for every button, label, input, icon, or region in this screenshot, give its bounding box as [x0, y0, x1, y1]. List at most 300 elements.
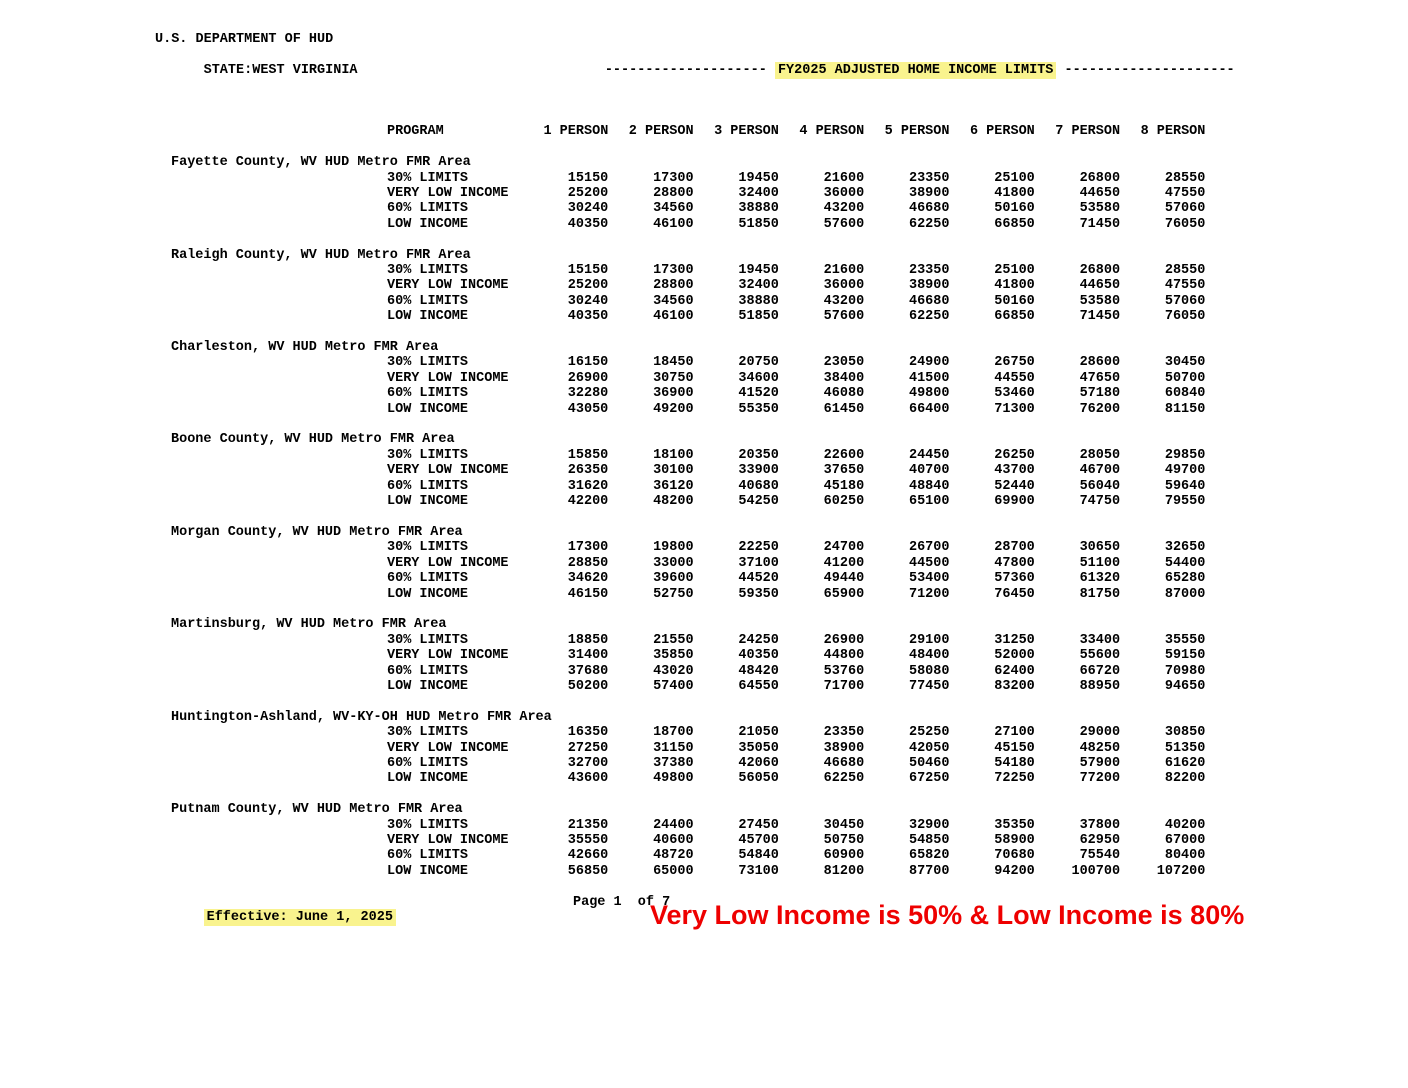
income-value: 20350 [738, 447, 779, 463]
income-value: 25100 [994, 263, 1035, 279]
income-value: 28800 [653, 186, 694, 202]
income-value: 60900 [823, 848, 865, 864]
income-row [155, 818, 1265, 833]
income-value: 37650 [823, 463, 865, 479]
income-value: 55350 [738, 401, 779, 417]
income-value: 42060 [738, 755, 779, 771]
row-label: 30% LIMITS [387, 632, 469, 648]
income-value: 59350 [738, 586, 779, 602]
row-label: LOW INCOME [387, 216, 469, 232]
row-label: 60% LIMITS [387, 478, 469, 494]
income-row [155, 371, 1265, 386]
income-value: 26350 [567, 463, 609, 479]
row-label: 30% LIMITS [387, 817, 469, 833]
income-value: 32280 [567, 386, 609, 402]
income-value: 71450 [1079, 309, 1121, 325]
income-value: 27100 [994, 725, 1035, 741]
income-value: 21600 [823, 170, 865, 186]
row-label: VERY LOW INCOME [387, 463, 509, 479]
income-value: 57180 [1079, 386, 1121, 402]
income-value: 48840 [908, 478, 950, 494]
income-value: 54850 [908, 832, 950, 848]
area-title: Boone County, WV HUD Metro FMR Area [171, 432, 455, 448]
area-section [155, 340, 1265, 417]
income-value: 47650 [1079, 370, 1121, 386]
income-value: 65000 [653, 863, 694, 879]
person-column-label-8: 8 PERSON [1140, 124, 1206, 140]
income-row [155, 633, 1265, 648]
income-row [155, 494, 1265, 509]
income-row [155, 278, 1265, 293]
income-value: 56850 [567, 863, 609, 879]
row-label: VERY LOW INCOME [387, 648, 509, 664]
income-value: 25200 [567, 278, 609, 294]
income-value: 46100 [653, 309, 694, 325]
income-value: 70980 [1164, 663, 1206, 679]
income-value: 59150 [1164, 648, 1206, 664]
income-value: 43700 [994, 463, 1035, 479]
income-value: 29100 [908, 632, 950, 648]
income-value: 62250 [908, 309, 950, 325]
row-label: LOW INCOME [387, 401, 469, 417]
income-value: 62250 [908, 216, 950, 232]
income-value: 17300 [653, 170, 694, 186]
row-label: LOW INCOME [387, 586, 469, 602]
income-value: 72250 [994, 771, 1035, 787]
income-value: 50700 [1164, 370, 1206, 386]
income-value: 26800 [1079, 263, 1121, 279]
row-label: 30% LIMITS [387, 170, 469, 186]
income-value: 42050 [908, 740, 950, 756]
program-column-label: PROGRAM [387, 124, 444, 140]
income-value: 59640 [1164, 478, 1206, 494]
annotation-note: Very Low Income is 50% & Low Income is 80% [650, 900, 1245, 930]
income-value: 40350 [738, 648, 779, 664]
income-value: 50160 [994, 201, 1035, 217]
area-section [155, 432, 1265, 509]
row-label: VERY LOW INCOME [387, 370, 509, 386]
income-value: 74750 [1079, 494, 1121, 510]
income-value: 87000 [1164, 586, 1206, 602]
income-value: 35550 [567, 832, 609, 848]
area-title: Raleigh County, WV HUD Metro FMR Area [171, 247, 471, 263]
income-value: 34560 [653, 293, 694, 309]
income-value: 28800 [653, 278, 694, 294]
area-section [155, 155, 1265, 232]
area-section [155, 617, 1265, 694]
income-value: 76450 [994, 586, 1035, 602]
income-value: 61320 [1079, 571, 1121, 587]
income-value: 44800 [823, 648, 865, 664]
area-section [155, 248, 1265, 325]
income-value: 57060 [1164, 293, 1206, 309]
income-value: 38900 [823, 740, 865, 756]
income-value: 67000 [1164, 832, 1206, 848]
income-value: 37680 [567, 663, 609, 679]
income-value: 27450 [738, 817, 779, 833]
income-value: 32400 [738, 186, 779, 202]
income-row [155, 648, 1265, 663]
row-label: 60% LIMITS [387, 201, 469, 217]
income-value: 61620 [1164, 755, 1206, 771]
income-value: 26250 [994, 447, 1035, 463]
income-value: 34620 [567, 571, 609, 587]
income-value: 50200 [567, 678, 609, 694]
person-column-label-6: 6 PERSON [969, 124, 1035, 140]
income-value: 45180 [823, 478, 865, 494]
income-value: 38900 [908, 278, 950, 294]
income-value: 21050 [738, 725, 779, 741]
income-row [155, 587, 1265, 602]
income-value: 41200 [823, 555, 865, 571]
income-value: 36900 [653, 386, 694, 402]
income-value: 57900 [1079, 755, 1121, 771]
income-value: 81750 [1079, 586, 1121, 602]
income-value: 76050 [1164, 216, 1206, 232]
income-value: 38880 [738, 201, 779, 217]
income-value: 24250 [738, 632, 779, 648]
income-value: 51350 [1164, 740, 1206, 756]
income-value: 30850 [1164, 725, 1206, 741]
income-value: 62400 [994, 663, 1035, 679]
row-label: LOW INCOME [387, 863, 469, 879]
income-value: 81150 [1164, 401, 1206, 417]
income-row [155, 309, 1265, 324]
income-value: 40700 [908, 463, 950, 479]
income-value: 31250 [994, 632, 1035, 648]
income-value: 69900 [994, 494, 1035, 510]
income-value: 65820 [908, 848, 950, 864]
row-label: LOW INCOME [387, 309, 469, 325]
income-value: 58900 [994, 832, 1035, 848]
income-value: 100700 [1071, 863, 1121, 879]
income-value: 21550 [653, 632, 694, 648]
income-value: 17300 [653, 263, 694, 279]
income-value: 53400 [908, 571, 950, 587]
income-value: 87700 [908, 863, 950, 879]
income-value: 28700 [994, 540, 1035, 556]
income-value: 43600 [567, 771, 609, 787]
income-value: 33900 [738, 463, 779, 479]
income-value: 71700 [823, 678, 865, 694]
income-row [155, 725, 1265, 740]
income-value: 70680 [994, 848, 1035, 864]
income-value: 30240 [567, 293, 609, 309]
income-value: 46680 [908, 201, 950, 217]
income-value: 71200 [908, 586, 950, 602]
income-row [155, 771, 1265, 786]
spacer [155, 140, 1265, 155]
income-value: 51850 [738, 216, 779, 232]
row-label: 30% LIMITS [387, 725, 469, 741]
income-row [155, 479, 1265, 494]
income-value: 41520 [738, 386, 779, 402]
income-value: 57360 [994, 571, 1035, 587]
row-label: VERY LOW INCOME [387, 832, 509, 848]
income-value: 15150 [567, 263, 609, 279]
person-column-label-2: 2 PERSON [628, 124, 694, 140]
income-value: 65100 [908, 494, 950, 510]
income-value: 40600 [653, 832, 694, 848]
income-value: 23350 [908, 263, 950, 279]
area-title: Huntington-Ashland, WV-KY-OH HUD Metro FMR Area [171, 709, 552, 725]
income-value: 24450 [908, 447, 950, 463]
income-value: 31150 [653, 740, 694, 756]
income-value: 25100 [994, 170, 1035, 186]
income-value: 65900 [823, 586, 865, 602]
income-value: 54180 [994, 755, 1035, 771]
income-value: 26750 [994, 355, 1035, 371]
income-value: 53760 [823, 663, 865, 679]
income-value: 71300 [994, 401, 1035, 417]
income-value: 47550 [1164, 186, 1206, 202]
income-row [155, 186, 1265, 201]
income-row [155, 355, 1265, 370]
income-value: 53580 [1079, 293, 1121, 309]
income-value: 82200 [1164, 771, 1206, 787]
income-value: 45700 [738, 832, 779, 848]
income-value: 61450 [823, 401, 865, 417]
document-content [155, 32, 1265, 956]
income-value: 52440 [994, 478, 1035, 494]
income-value: 60250 [823, 494, 865, 510]
income-value: 49700 [1164, 463, 1206, 479]
area-section [155, 525, 1265, 602]
title-dashes-right: --------------------- [1064, 62, 1235, 78]
row-label: 30% LIMITS [387, 447, 469, 463]
row-label: 60% LIMITS [387, 663, 469, 679]
income-value: 24700 [823, 540, 865, 556]
income-value: 30100 [653, 463, 694, 479]
income-value: 54400 [1164, 555, 1206, 571]
page-number: Page 1 of 7 [573, 894, 671, 910]
income-value: 49800 [908, 386, 950, 402]
income-value: 52750 [653, 586, 694, 602]
area-title: Fayette County, WV HUD Metro FMR Area [171, 155, 471, 171]
income-value: 37380 [653, 755, 694, 771]
state-title-line [155, 47, 1265, 109]
income-value: 73100 [738, 863, 779, 879]
income-row [155, 386, 1265, 401]
income-value: 66720 [1079, 663, 1121, 679]
row-label: 30% LIMITS [387, 355, 469, 371]
income-row [155, 402, 1265, 417]
income-value: 34560 [653, 201, 694, 217]
income-value: 39600 [653, 571, 694, 587]
income-value: 24400 [653, 817, 694, 833]
income-value: 16350 [567, 725, 609, 741]
income-value: 28550 [1164, 263, 1206, 279]
income-value: 48720 [653, 848, 694, 864]
income-row [155, 571, 1265, 586]
income-row [155, 679, 1265, 694]
income-value: 65280 [1164, 571, 1206, 587]
person-column-label-7: 7 PERSON [1055, 124, 1121, 140]
income-value: 40350 [567, 216, 609, 232]
income-row [155, 864, 1265, 879]
income-value: 62250 [823, 771, 865, 787]
row-label: LOW INCOME [387, 494, 469, 510]
income-value: 26700 [908, 540, 950, 556]
income-value: 28550 [1164, 170, 1206, 186]
income-value: 37800 [1079, 817, 1121, 833]
spacer [155, 109, 1265, 124]
income-row [155, 664, 1265, 679]
income-value: 15850 [567, 447, 609, 463]
income-value: 22250 [738, 540, 779, 556]
income-value: 58080 [908, 663, 950, 679]
income-row [155, 171, 1265, 186]
income-value: 32400 [738, 278, 779, 294]
income-value: 44650 [1079, 278, 1121, 294]
income-value: 40680 [738, 478, 779, 494]
income-value: 30650 [1079, 540, 1121, 556]
income-value: 28850 [567, 555, 609, 571]
income-value: 23050 [823, 355, 865, 371]
income-value: 18100 [653, 447, 694, 463]
income-value: 107200 [1156, 863, 1206, 879]
income-value: 56050 [738, 771, 779, 787]
income-value: 48420 [738, 663, 779, 679]
income-value: 46150 [567, 586, 609, 602]
income-value: 45150 [994, 740, 1035, 756]
income-value: 56040 [1079, 478, 1121, 494]
column-header-row [155, 124, 1265, 139]
income-row [155, 463, 1265, 478]
income-value: 36000 [823, 278, 865, 294]
income-value: 21350 [567, 817, 609, 833]
income-value: 17300 [567, 540, 609, 556]
person-column-label-4: 4 PERSON [799, 124, 865, 140]
income-value: 43200 [823, 201, 865, 217]
income-value: 32900 [908, 817, 950, 833]
state-label: STATE:WEST VIRGINIA [203, 62, 358, 78]
row-label: VERY LOW INCOME [387, 186, 509, 202]
income-value: 76050 [1164, 309, 1206, 325]
income-value: 35850 [653, 648, 694, 664]
income-value: 36000 [823, 186, 865, 202]
row-label: LOW INCOME [387, 771, 469, 787]
income-value: 40200 [1164, 817, 1206, 833]
income-value: 81200 [823, 863, 865, 879]
income-row [155, 448, 1265, 463]
income-value: 66400 [908, 401, 950, 417]
income-value: 32650 [1164, 540, 1206, 556]
income-value: 18850 [567, 632, 609, 648]
income-value: 26900 [567, 370, 609, 386]
income-value: 33000 [653, 555, 694, 571]
income-value: 48200 [653, 494, 694, 510]
income-value: 88950 [1079, 678, 1121, 694]
income-value: 48400 [908, 648, 950, 664]
income-value: 23350 [908, 170, 950, 186]
income-value: 21600 [823, 263, 865, 279]
row-label: VERY LOW INCOME [387, 555, 509, 571]
income-value: 18450 [653, 355, 694, 371]
income-row [155, 201, 1265, 216]
row-label: 30% LIMITS [387, 263, 469, 279]
income-value: 43200 [823, 293, 865, 309]
income-value: 26900 [823, 632, 865, 648]
income-value: 42660 [567, 848, 609, 864]
row-label: 30% LIMITS [387, 540, 469, 556]
income-value: 29850 [1164, 447, 1206, 463]
income-value: 46100 [653, 216, 694, 232]
income-value: 31620 [567, 478, 609, 494]
income-value: 47800 [994, 555, 1035, 571]
report-title-line [540, 47, 1235, 93]
income-value: 35350 [994, 817, 1035, 833]
income-table [155, 155, 1265, 879]
income-value: 41800 [994, 186, 1035, 202]
income-value: 48250 [1079, 740, 1121, 756]
income-value: 27250 [567, 740, 609, 756]
income-value: 19450 [738, 263, 779, 279]
income-value: 20750 [738, 355, 779, 371]
income-value: 57600 [823, 309, 865, 325]
income-value: 71450 [1079, 216, 1121, 232]
income-value: 44520 [738, 571, 779, 587]
area-title: Putnam County, WV HUD Metro FMR Area [171, 802, 463, 818]
income-value: 32700 [567, 755, 609, 771]
income-value: 41500 [908, 370, 950, 386]
income-value: 94650 [1164, 678, 1206, 694]
effective-date-highlighted: Effective: June 1, 2025 [204, 909, 396, 926]
income-value: 33400 [1079, 632, 1121, 648]
income-row [155, 217, 1265, 232]
row-label: VERY LOW INCOME [387, 740, 509, 756]
income-value: 19450 [738, 170, 779, 186]
income-value: 26800 [1079, 170, 1121, 186]
income-value: 25250 [908, 725, 950, 741]
income-value: 80400 [1164, 848, 1206, 864]
income-value: 35550 [1164, 632, 1206, 648]
agency-title: U.S. DEPARTMENT OF HUD [155, 32, 334, 47]
income-value: 44500 [908, 555, 950, 571]
row-label: VERY LOW INCOME [387, 278, 509, 294]
income-value: 31400 [567, 648, 609, 664]
income-value: 42200 [567, 494, 609, 510]
income-value: 83200 [994, 678, 1035, 694]
income-value: 51850 [738, 309, 779, 325]
income-value: 57600 [823, 216, 865, 232]
income-value: 46080 [823, 386, 865, 402]
income-value: 44650 [1079, 186, 1121, 202]
income-row [155, 848, 1265, 863]
income-value: 41800 [994, 278, 1035, 294]
income-value: 46680 [823, 755, 865, 771]
income-value: 49200 [653, 401, 694, 417]
row-label: 60% LIMITS [387, 848, 469, 864]
income-value: 34600 [738, 370, 779, 386]
income-value: 30450 [1164, 355, 1206, 371]
income-value: 49440 [823, 571, 865, 587]
title-dashes-left: -------------------- [604, 62, 767, 78]
income-row [155, 294, 1265, 309]
income-row [155, 756, 1265, 771]
income-value: 44550 [994, 370, 1035, 386]
area-title: Morgan County, WV HUD Metro FMR Area [171, 524, 463, 540]
income-value: 40350 [567, 309, 609, 325]
income-value: 37100 [738, 555, 779, 571]
income-value: 24900 [908, 355, 950, 371]
income-value: 49800 [653, 771, 694, 787]
income-value: 76200 [1079, 401, 1121, 417]
income-value: 22600 [823, 447, 865, 463]
income-value: 50750 [823, 832, 865, 848]
row-label: LOW INCOME [387, 678, 469, 694]
area-section [155, 802, 1265, 879]
